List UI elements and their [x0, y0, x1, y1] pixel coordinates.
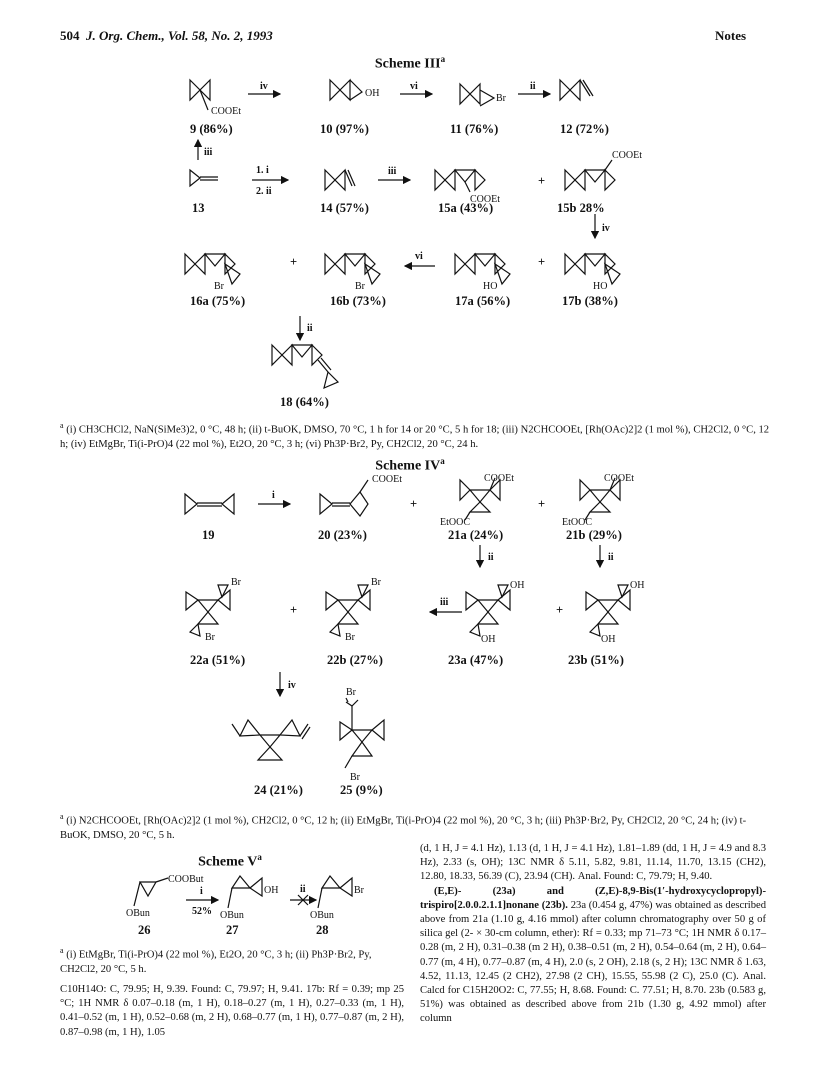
group-oh-23a-top: OH	[510, 580, 525, 591]
compound-20-structure	[320, 480, 368, 516]
group-cooet-21a: COOEt	[484, 473, 514, 484]
group-obu-27: OBun	[220, 910, 244, 921]
group-etooc-21b: EtOOC	[562, 517, 592, 528]
group-oh-23b-top: OH	[630, 580, 645, 591]
left-column-text	[60, 983, 404, 1040]
label-11: 11 (76%)	[450, 122, 499, 136]
group-br-16b: Br	[355, 281, 365, 292]
group-obu-28: OBun	[310, 910, 334, 921]
label-17b: 17b (38%)	[562, 294, 618, 308]
label-13: 13	[192, 201, 205, 215]
scheme-3-diagram	[0, 64, 824, 414]
compound-9-structure	[190, 80, 210, 110]
left-paragraph: C10H14O: C, 79.95; H, 9.39. Found: C, 79.97; H, 9.41. 17b: Rf = 0.39; mp 25 °C; 1H NMR δ 0.07–0.18 (m, 1 H), 0.18–0.27 (m, 1 H), 0.27–0.33 (m, 1 H), 0.41–0.52 (m, 1 H), 0.52–0.68 (m, 2 H), 0.68–0.77 (m, 1 H), 0.77–0.87 (m, 2 H), 0.87–0.98 (m, 1 H), 1.05	[60, 984, 404, 1038]
label-14: 14 (57%)	[320, 201, 369, 215]
scheme-3-footnote: $^a$ (i) CH3CHCl2, NaN(SiMe3)2, 0 °C, 48 h; (ii) t-BuOK, DMSO, 70 °C, 1 h for 14 or 20 °C, 5 h for 18; (iii) N2CHCOOEt, [Rh(OAc)2]2 (1 mol %), CH2Cl2, 0 °C, 12 h; (iv) EtMgBr, Ti(i-PrO)4 (22 mol %), Et2O, 20 °C, 3 h; (vi) Ph3P·Br2, Py, CH2Cl2, 20 °C, 24 h.	[60, 421, 770, 450]
compound-22a-structure	[186, 585, 230, 636]
scheme-3-title: Scheme III$^a$	[374, 54, 446, 72]
arrow-label-step-1: 1. i	[256, 165, 269, 176]
compound-16b-structure	[325, 254, 380, 284]
label-22a: 22a (51%)	[190, 653, 246, 667]
page-number: 504	[60, 28, 80, 43]
scheme-5-title: Scheme $V^a$	[198, 852, 262, 870]
scheme-5-footnote: $^a$ (i) EtMgBr, Ti(i-PrO)4 (22 mol %), Et2O, 20 °C, 3 h; (ii) Ph3P·Br2, Py, CH2Cl2, 20 °C, 5 h.	[60, 946, 372, 975]
label-24: 24 (21%)	[254, 783, 303, 797]
group-br-22a-bottom: Br	[205, 632, 215, 643]
compound-24-structure	[232, 720, 310, 760]
group-br-28: Br	[354, 885, 364, 896]
arrow-label-i: i	[272, 490, 275, 501]
compound-23a-structure	[466, 585, 510, 636]
label-9: 9 (86%)	[190, 122, 233, 136]
plus-sign: +	[410, 497, 418, 511]
experimental-body: 23a (0.454 g, 47%) was obtained as described above from 21a (1.10 g, 4.16 mmol) after column chromatography over 50 g of silica gel (2- × 30-cm column, ether): Rf = 0.33; mp 71–73 °C; 1H NMR δ 0.17–0.28 (m, 2 H), 0.31–0.38 (m 2 H), 0.38–0.51 (m, 2 H), 0.54–0.64 (m, 2 H), 0.64–0.77 (m, 4 H), 0.77–0.87 (m, 4 H), 2.0 (s, 2 OH), 2.18 (s, 2 H); 13C NMR δ 1.63, 4.52, 11.13, 12.45 (2 CH2), 27.98 (2 CH), 15.55, 55.98 (2 C), 25.0 (C). Anal. Calcd for C15H20O2: C, 77.55; H, 8.68. Found: C. 77.51; H, 8.70. 23b (0.583 g, 51%) was obtained as described above from 21b (1.30 g, 4.92 mmol) after column	[420, 899, 766, 1025]
group-ho-17a: HO	[483, 281, 498, 292]
plus-sign: +	[290, 603, 298, 617]
compound-21b-structure	[580, 478, 620, 520]
compound-10-structure	[330, 80, 362, 100]
arrow-label-ii: ii	[300, 884, 306, 895]
right-paragraph-2	[420, 885, 766, 1027]
scheme-5-diagram	[0, 868, 420, 956]
group-br: Br	[496, 93, 506, 104]
plus-sign: +	[538, 255, 546, 269]
compound-19-structure	[185, 494, 234, 514]
label-22b: 22b (27%)	[327, 653, 383, 667]
compound-27-structure	[228, 876, 262, 908]
arrow-label-step-2: 2. ii	[256, 186, 272, 197]
compound-14-structure	[325, 170, 355, 190]
group-oh-23b-bottom: OH	[601, 634, 616, 645]
label-26: 26	[138, 923, 151, 937]
group-br-16a: Br	[214, 281, 224, 292]
experimental-heading: (E,E)- (23a) and (Z,E)-8,9-Bis(1′-hydroxycyclopropyl)-trispiro[2.0.0.2.1.1]nonane (23b).	[420, 885, 766, 911]
scheme-4-footnote: $^a$ (i) N2CHCOOEt, [Rh(OAc)2]2 (1 mol %), CH2Cl2, 0 °C, 12 h; (ii) EtMgBr, Ti(i-PrO)4 (22 mol %), 20 °C, 3 h; (iii) Ph3P·Br2, Py, CH2Cl2, 20 °C, 24 h; (iv) t-BuOK, DMSO, 20 °C, 5 h.	[60, 812, 747, 841]
group-ho-17b: HO	[593, 281, 608, 292]
plus-sign: +	[538, 174, 546, 188]
group-cooet-20: COOEt	[372, 474, 402, 485]
label-10: 10 (97%)	[320, 122, 369, 136]
group-br-22b-top: Br	[371, 577, 381, 588]
right-paragraph-1: (d, 1 H, J = 4.1 Hz), 1.13 (d, 1 H, J = 4.1 Hz), 1.81–1.89 (dd, 1 H, J = 4.9 and 8.3 Hz), 2.33 (s, OH); 13C NMR δ 5.11, 5.82, 9.81, 11.14, 11.70, 13.15 (CH2), 12.80, 18.33, 56.39 (C), 23.94 (CH). Anal. Found: C, 79.79; H, 9.40.	[420, 843, 766, 883]
journal-citation: J. Org. Chem., Vol. 58, No. 2, 1993	[86, 28, 273, 43]
compound-15b-structure	[565, 160, 615, 190]
arrow-label-iii: iii	[388, 166, 397, 177]
label-28: 28	[316, 923, 329, 937]
group-br-25-bottom: Br	[350, 772, 360, 783]
label-15b: 15b 28%	[557, 201, 605, 215]
compound-13-structure	[190, 170, 218, 186]
group-oh: OH	[365, 88, 380, 99]
label-27: 27	[226, 923, 239, 937]
label-12: 12 (72%)	[560, 122, 609, 136]
group-etooc-21a: EtOOC	[440, 517, 470, 528]
scheme-4-title: Scheme $IV^a$	[375, 456, 445, 474]
compound-17a-structure	[455, 254, 510, 284]
compound-17b-structure	[565, 254, 620, 284]
group-cooet: COOEt	[211, 106, 241, 117]
compound-21a-structure	[460, 478, 500, 520]
arrow-label-iii-up: iii	[204, 147, 213, 158]
arrow-label-ii-down: ii	[307, 323, 313, 334]
label-21a: 21a (24%)	[448, 528, 504, 542]
arrow-label-iv-down: iv	[602, 223, 610, 234]
compound-25-structure	[340, 698, 384, 768]
label-15a: 15a (43%)	[438, 201, 494, 215]
plus-sign: +	[538, 497, 546, 511]
label-16a: 16a (75%)	[190, 294, 246, 308]
plus-sign: +	[556, 603, 564, 617]
compound-18-structure	[272, 345, 338, 388]
group-cooet-15b: COOEt	[612, 150, 642, 161]
arrow-label-vi-left: vi	[415, 251, 423, 262]
label-18: 18 (64%)	[280, 395, 329, 409]
label-19: 19	[202, 528, 215, 542]
label-25: 25 (9%)	[340, 783, 383, 797]
compound-22b-structure	[326, 585, 370, 636]
group-br-22a-top: Br	[231, 577, 241, 588]
compound-28-structure	[318, 876, 352, 908]
group-coobu: COOBut	[168, 874, 204, 885]
scheme-4-diagram	[0, 470, 824, 800]
compound-23b-structure	[586, 585, 630, 636]
compound-16a-structure	[185, 254, 240, 284]
label-23a: 23a (47%)	[448, 653, 504, 667]
arrow-label-ii-21a: ii	[488, 552, 494, 563]
label-17a: 17a (56%)	[455, 294, 511, 308]
compound-15a-structure	[435, 170, 485, 192]
arrow-label-yield: 52%	[192, 906, 212, 917]
arrow-label-iv: iv	[260, 81, 268, 92]
group-obu-26: OBun	[126, 908, 150, 919]
label-23b: 23b (51%)	[568, 653, 624, 667]
group-oh-27: OH	[264, 885, 279, 896]
plus-sign: +	[290, 255, 298, 269]
group-cooet-15a: COOEt	[470, 194, 500, 205]
group-br-25-top: Br	[346, 687, 356, 698]
compound-11-structure	[460, 84, 494, 106]
arrow-label-ii: ii	[530, 81, 536, 92]
section-label: Notes	[715, 28, 747, 43]
arrow-label-iii-left: iii	[440, 597, 449, 608]
compound-12-structure	[560, 80, 593, 100]
label-21b: 21b (29%)	[566, 528, 622, 542]
arrow-label-iv-down: iv	[288, 680, 296, 691]
label-16b: 16b (73%)	[330, 294, 386, 308]
group-cooet-21b: COOEt	[604, 473, 634, 484]
group-br-22b-bottom: Br	[345, 632, 355, 643]
label-20: 20 (23%)	[318, 528, 367, 542]
arrow-label-ii-21b: ii	[608, 552, 614, 563]
page-header	[60, 28, 273, 44]
right-column-text	[420, 842, 766, 1027]
arrow-label-vi: vi	[410, 81, 418, 92]
arrow-label-i: i	[200, 886, 203, 897]
group-oh-23a-bottom: OH	[481, 634, 496, 645]
compound-26-structure	[134, 878, 168, 906]
